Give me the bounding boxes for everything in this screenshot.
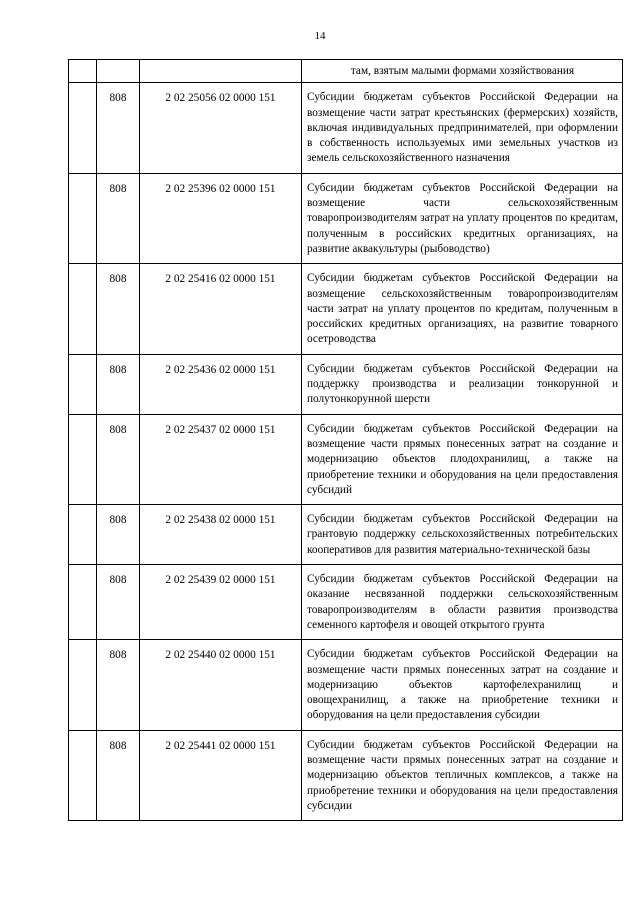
admin-code-cell: 808: [97, 505, 140, 565]
admin-code-cell: 808: [97, 565, 140, 640]
table-row: [69, 264, 623, 354]
blank-cell: [69, 505, 97, 565]
description-cell: Субсидии бюджетам субъектов Российской Федерации на возмещение части прямых понесенных затрат на создание и модернизацию объектов плодохранилищ, а также на приобретение техники и оборудования на цели предоставления субсидий: [302, 414, 623, 504]
description-cell: Субсидии бюджетам субъектов Российской Федерации на поддержку производства и реализации тонкорунной и полутонкорунной шерсти: [302, 354, 623, 414]
blank-cell: [69, 264, 97, 354]
admin-code-cell: 808: [97, 414, 140, 504]
description-cell: Субсидии бюджетам субъектов Российской Федерации на возмещение части затрат крестьянских (фермерских) хозяйств, включая индивидуальных предпринимателей, при оформлении в собственность используемых ими земельных участков из земель сельскохозяйственного назначения: [302, 83, 623, 173]
budget-code-cell: 2 02 25439 02 0000 151: [140, 565, 302, 640]
table-row: [69, 83, 623, 173]
budget-code-cell: [140, 60, 302, 83]
admin-code-cell: 808: [97, 640, 140, 730]
table-row: [69, 354, 623, 414]
blank-cell: [69, 60, 97, 83]
budget-code-cell: 2 02 25437 02 0000 151: [140, 414, 302, 504]
table-row: [69, 640, 623, 730]
blank-cell: [69, 640, 97, 730]
admin-code-cell: [97, 60, 140, 83]
table-row: [69, 730, 623, 820]
description-cell: там, взятым малыми формами хозяйствования: [302, 60, 623, 83]
description-cell: Субсидии бюджетам субъектов Российской Федерации на возмещение части сельскохозяйственным товаропроизводителям затрат на уплату процентов по кредитам, полученным в российских кредитных организациях, на развитие аквакультуры (рыбоводство): [302, 173, 623, 263]
admin-code-cell: 808: [97, 83, 140, 173]
budget-code-cell: 2 02 25416 02 0000 151: [140, 264, 302, 354]
admin-code-cell: 808: [97, 264, 140, 354]
blank-cell: [69, 414, 97, 504]
table-row: [69, 60, 623, 83]
description-cell: Субсидии бюджетам субъектов Российской Федерации на возмещение части прямых понесенных затрат на создание и модернизацию объектов картофелехранилищ и овощехранилищ, а также на приобретение техники и оборудования на цели предоставления субсидии: [302, 640, 623, 730]
budget-code-cell: 2 02 25056 02 0000 151: [140, 83, 302, 173]
table-body: [69, 60, 623, 821]
page-number: 14: [314, 30, 326, 42]
budget-code-cell: 2 02 25441 02 0000 151: [140, 730, 302, 820]
budget-code-cell: 2 02 25440 02 0000 151: [140, 640, 302, 730]
budget-code-cell: 2 02 25436 02 0000 151: [140, 354, 302, 414]
admin-code-cell: 808: [97, 730, 140, 820]
admin-code-cell: 808: [97, 173, 140, 263]
table-row: [69, 565, 623, 640]
description-cell: Субсидии бюджетам субъектов Российской Федерации на грантовую поддержку сельскохозяйственных потребительских кооперативов для развития материально-технической базы: [302, 505, 623, 565]
description-cell: Субсидии бюджетам субъектов Российской Федерации на возмещение сельскохозяйственным товаропроизводителям части затрат на уплату процентов по кредитам, полученным в российских кредитных организациях, на развитие товарного осетроводства: [302, 264, 623, 354]
blank-cell: [69, 730, 97, 820]
description-cell: Субсидии бюджетам субъектов Российской Федерации на возмещение части прямых понесенных затрат на создание и модернизацию объектов тепличных комплексов, а также на приобретение техники и оборудования на цели предоставления субсидии: [302, 730, 623, 820]
budget-code-cell: 2 02 25438 02 0000 151: [140, 505, 302, 565]
table-row: [69, 173, 623, 263]
table-row: [69, 414, 623, 504]
blank-cell: [69, 83, 97, 173]
budget-code-cell: 2 02 25396 02 0000 151: [140, 173, 302, 263]
blank-cell: [69, 173, 97, 263]
admin-code-cell: 808: [97, 354, 140, 414]
blank-cell: [69, 565, 97, 640]
budget-classification-table: [68, 59, 623, 821]
blank-cell: [69, 354, 97, 414]
table-row: [69, 505, 623, 565]
description-cell: Субсидии бюджетам субъектов Российской Федерации на оказание несвязанной поддержки сельскохозяйственным товаропроизводителям в области развития производства семенного картофеля и овощей открытого грунта: [302, 565, 623, 640]
